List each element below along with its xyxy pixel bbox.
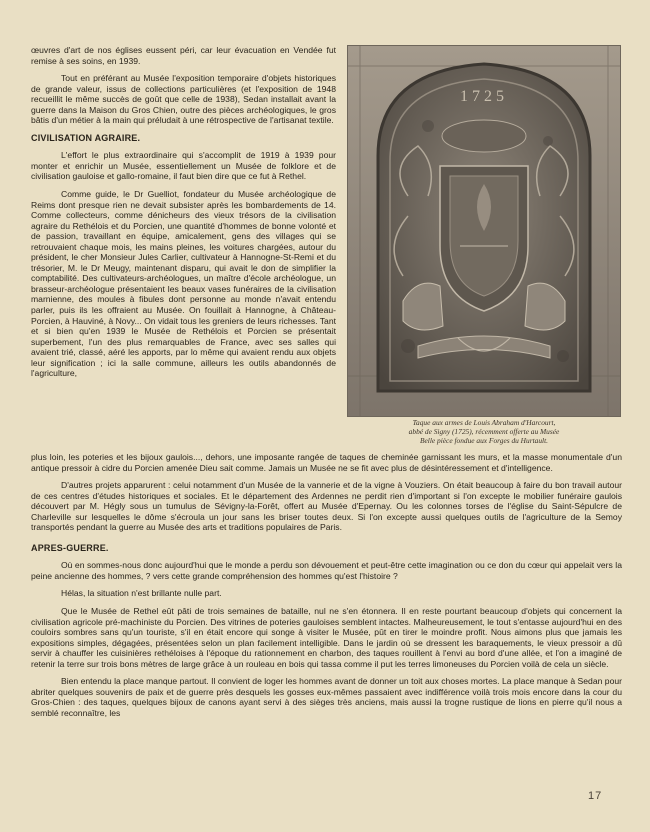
caption-line: abbé de Signy (1725), récemment offerte au Musée bbox=[408, 427, 560, 436]
paragraph: L'effort le plus extraordinaire qui s'accomplit de 1919 à 1939 pour monter et enrichir un Musée, essentiellement un Musée de folklore et de civilisation gauloise et gallo-romaine, il faut bien dire que ce fut à Rethel. bbox=[31, 150, 336, 182]
fireback-year: 1725 bbox=[460, 88, 508, 105]
paragraph: plus loin, les poteries et les bijoux gaulois..., dehors, une imposante rangée de taques de cheminée garnissant les murs, et la masse monumentale d'un antique pressoir à cidre du Porcien amenée Dieu sait comme. Jamais un Musée ne se fit avec plus de désintéressement et d'intelligence. bbox=[31, 452, 622, 473]
caption-line: Belle pièce fondue aux Forges du Hurtault. bbox=[419, 436, 548, 445]
paragraph: D'autres projets apparurent : celui notamment d'un Musée de la vannerie et de la vigne à Vouziers. On était beaucoup à faire du bon travail autour de ces centres d'études historiques et sociales. Et le département des Ardennes ne perdit rien d'important si l'on excepte le mobilier funéraire gaulois découvert par M. Hégly sous un tumulus de Sévigny-la-Forêt, offert au Musée d'Epernay. Ou les colonnes torses de l'église du Saint-Sépulcre de Charleville sur lesquelles le dôme s'écroula un jour sans les briser toutes deux. Si l'on excepte aussi quelques outils de l'agriculture de la Semoy transportés pendant la guerre au Musée des arts et traditions populaires de Paris. bbox=[31, 480, 622, 533]
paragraph: Bien entendu la place manque partout. Il convient de loger les hommes avant de donner un toit aux choses mortes. La place manque à Sedan pour abriter quelques souvenirs de paix et de guerre près desquels les gosses eux-mêmes passaient avec indifférence voilà trois mois encore dans la cour du Gros-Chien : des taques, quelques bijoux de canons ayant servi à des sièges très anciens, mais aussi la trogne rustique de lions en pierre qu'il nous a semblé reconnaître, les bbox=[31, 676, 622, 718]
caption-line: Taque aux armes de Louis Abraham d'Harcourt, bbox=[412, 418, 556, 427]
full-width-text bbox=[31, 452, 622, 725]
fireback-illustration bbox=[348, 46, 620, 416]
page-number: 17 bbox=[588, 790, 603, 802]
figure-caption bbox=[350, 418, 618, 445]
paragraph: Tout en préférant au Musée l'exposition temporaire d'objets historiques de grande valeur, issus de collections particulières (et l'exposition de 1948 recueillit le même succès de goût que celle de 1938), Sedan installait avant la guerre dans la Maison du Gros Chien, outre des pièces archéologiques, le gros bâtis d'un métier à la main qui préludait à une rétrospective de l'artisanat textile. bbox=[31, 73, 336, 126]
section-heading: CIVILISATION AGRAIRE. bbox=[31, 132, 141, 143]
fireback-photo bbox=[347, 45, 621, 417]
paragraph: Hélas, la situation n'est brillante nulle part. bbox=[61, 588, 222, 599]
section-heading: APRES-GUERRE. bbox=[31, 542, 109, 553]
paragraph: Que le Musée de Rethel eût pâti de trois semaines de bataille, nul ne s'en étonnera. Il en reste pourtant beaucoup d'objets qui concernent la civilisation agricole pré-machiniste du Porcien. Des vitrines de poteries gauloises semblent intactes. Malheureusement, le tout s'entasse aujourd'hui en des couloirs sombres sans qu'un touriste, s'il en était encore qui songe à visiter le Musée, pût en tirer le moindre profit. Nous aimons plus que jamais les expositions simples, dégagées, présentées selon un plan facilement intelligible. Dans le jardin où se dressent les baraquements, le vieux pressoir a dû servir à chauffer les cuisinières rethéloises à l'époque du rationnement en charbon, des taques rouillent à l'envi au bord d'une allée, et l'on a imaginé de retenir la terre sur trois bons mètres de large grâce à un rouleau en bois qui tassa comme il put les terres limoneuses du Porcien voilà de cela un siècle. bbox=[31, 606, 622, 669]
left-column bbox=[31, 45, 336, 379]
paragraph: œuvres d'art de nos églises eussent péri, car leur évacuation en Vendée fut remise à ses soins, en 1939. bbox=[31, 45, 336, 66]
paragraph: Comme guide, le Dr Guelliot, fondateur du Musée archéologique de Reims dont presque rien ne devait subsister après les bombardements de 14. Comme collecteurs, comme dénicheurs des vieux trésors de la civilisation agraire du Rethélois et du Porcien, une quantité d'hommes de bonne volonté et de passion, travaillant en équipe, amicalement, gens des villages qui se retrouvaient chaque mois, les mains pleines, les voitures chargées, autour du président, le cher Monsieur Jules Carlier, cultivateur à Hannogne-St-Remi et du trésorier, M. le Dr Meugy, maintenant disparu, qui avait le don de simplifier la comptabilité. Des cultivateurs-archéologues, un maître d'école archéologue, un brasseur-archéologue présentaient les beaux vases funéraires de la civilisation marnienne, des moules à fibules dont personne au monde n'avait entendu parler, puis ils les offraient au Musée. On fouillait à Hannogne, à Château-Porcien, à Hauviné, à Novy... On vidait tous les greniers de leurs richesses. Tant et si bien qu'en 1939 le Musée de Rethélois et Porcien se présentait superbement, l'un des plus remarquables de France, avec ses salles qui avaient trié, classé, aéré les apports, par lo même qui avaient rendu aux objets leur signification ; ici la salle commune, ailleurs les outils abandonnés de l'agriculture, bbox=[31, 189, 336, 379]
paragraph: Où en sommes-nous donc aujourd'hui que le monde a perdu son dévouement et peut-être cette imagination ou ce don du cœur qui appelait vers la peine ancienne des hommes, ? vers cette grande compréhension des hommes qu'est l'histoire ? bbox=[31, 560, 622, 581]
